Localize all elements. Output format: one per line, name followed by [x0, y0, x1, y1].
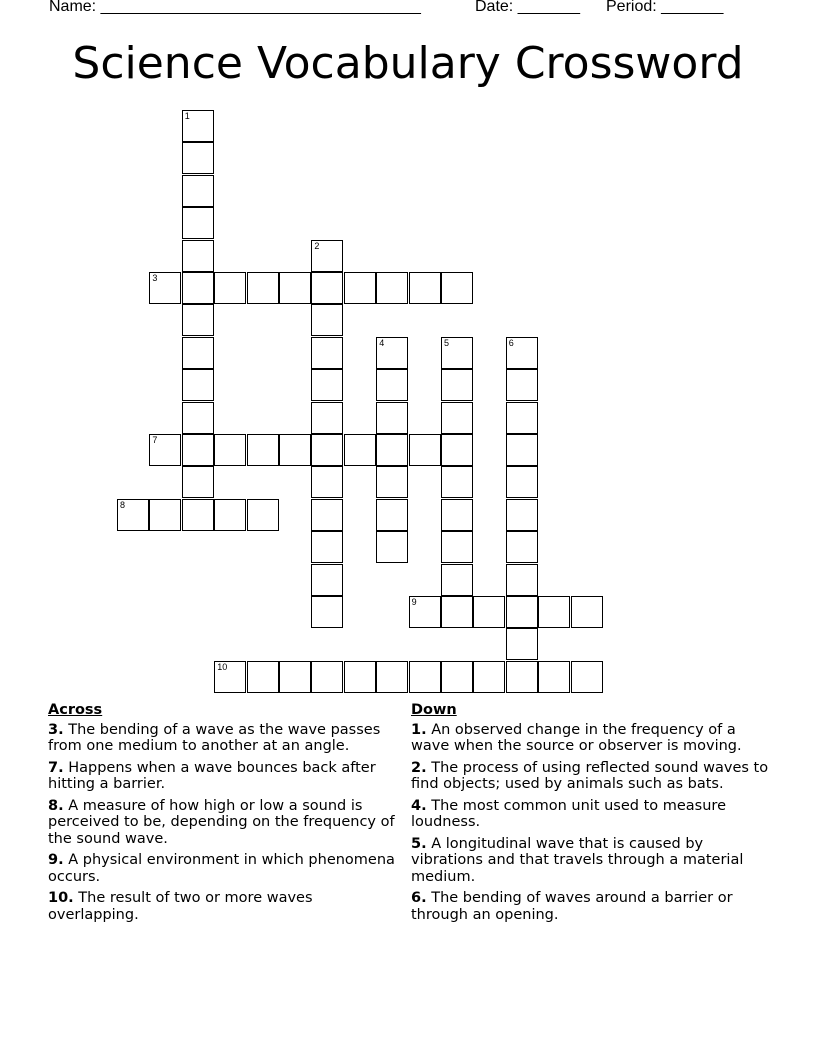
- crossword-cell[interactable]: [571, 661, 603, 693]
- clue-number: 10.: [48, 890, 74, 906]
- clue-number-label: 1: [184, 111, 190, 121]
- crossword-cell[interactable]: [182, 272, 214, 304]
- crossword-cell[interactable]: [506, 531, 538, 563]
- crossword-cell[interactable]: [571, 596, 603, 628]
- crossword-cell[interactable]: [441, 272, 473, 304]
- crossword-cell[interactable]: [441, 369, 473, 401]
- clue-number: 5.: [411, 835, 427, 852]
- crossword-cell[interactable]: [441, 661, 473, 693]
- crossword-cell[interactable]: [473, 661, 505, 693]
- crossword-cell[interactable]: [311, 304, 343, 336]
- crossword-cell[interactable]: [279, 434, 311, 466]
- crossword-cell[interactable]: [214, 434, 246, 466]
- crossword-cell[interactable]: [376, 402, 408, 434]
- crossword-cell[interactable]: [182, 434, 214, 466]
- page-title: Science Vocabulary Crossword: [72, 38, 744, 89]
- crossword-cell[interactable]: [182, 304, 214, 336]
- crossword-cell[interactable]: [311, 434, 343, 466]
- crossword-cell[interactable]: [247, 434, 279, 466]
- clue-number-label: 10: [217, 661, 228, 672]
- crossword-cell[interactable]: [279, 272, 311, 304]
- crossword-cell[interactable]: [376, 434, 408, 466]
- clue-number-label: 4: [379, 337, 385, 348]
- crossword-cell[interactable]: [441, 466, 473, 498]
- crossword-cell[interactable]: [247, 499, 279, 531]
- crossword-cell[interactable]: [376, 531, 408, 563]
- crossword-cell[interactable]: [311, 466, 343, 498]
- clue-across-8: [48, 798, 398, 848]
- name-field-label[interactable]: Name: ____________________________________: [49, 0, 421, 15]
- clue-down-1: [411, 722, 773, 755]
- crossword-cell[interactable]: [182, 402, 214, 434]
- crossword-cell[interactable]: [441, 531, 473, 563]
- crossword-cell[interactable]: [344, 272, 376, 304]
- across-clues: [48, 702, 398, 928]
- clue-across-3: [48, 722, 398, 755]
- clue-down-2: [411, 760, 773, 793]
- crossword-cell[interactable]: [182, 369, 214, 401]
- crossword-cell[interactable]: [311, 661, 343, 693]
- clue-number-label: 7: [152, 435, 158, 445]
- crossword-cell[interactable]: [376, 661, 408, 693]
- crossword-cell[interactable]: [441, 564, 473, 596]
- crossword-cell[interactable]: [214, 272, 246, 304]
- clue-number: 9.: [48, 852, 64, 868]
- clue-down-6: [411, 890, 773, 923]
- clue-down-5: [411, 836, 773, 886]
- period-field-label[interactable]: Period: _______: [606, 0, 724, 15]
- clue-text: A longitudinal wave that is caused by vibrations and that travels through a material medium.: [411, 835, 744, 885]
- crossword-cell[interactable]: [247, 661, 279, 693]
- crossword-cell[interactable]: [506, 661, 538, 693]
- clue-text: The bending of waves around a barrier or through an opening.: [411, 890, 733, 923]
- down-clues: [411, 702, 773, 928]
- crossword-cell[interactable]: [311, 564, 343, 596]
- clue-number-label: 5: [444, 337, 450, 348]
- crossword-cell[interactable]: [182, 337, 214, 369]
- crossword-cell[interactable]: [506, 596, 538, 628]
- crossword-cell[interactable]: [311, 499, 343, 531]
- crossword-cell[interactable]: [409, 661, 441, 693]
- clue-text: The most common unit used to measure loudness.: [411, 797, 726, 830]
- crossword-cell[interactable]: [182, 466, 214, 498]
- crossword-cell[interactable]: [409, 272, 441, 304]
- clue-number: 2.: [411, 759, 427, 776]
- crossword-cell[interactable]: [506, 402, 538, 434]
- crossword-cell[interactable]: [247, 272, 279, 304]
- crossword-cell[interactable]: [311, 272, 343, 304]
- crossword-cell[interactable]: [538, 596, 570, 628]
- clue-number-label: 3: [152, 273, 158, 283]
- crossword-cell[interactable]: [506, 564, 538, 596]
- crossword-cell[interactable]: [376, 466, 408, 498]
- clue-number-label: 2: [314, 240, 320, 251]
- clue-text: The process of using reflected sound waves to find objects; used by animals such as bats.: [411, 759, 769, 792]
- crossword-cell[interactable]: [409, 434, 441, 466]
- crossword-cell[interactable]: [182, 142, 214, 174]
- clue-number: 4.: [411, 797, 427, 814]
- clue-text: The bending of a wave as the wave passes from one medium to another at an angle.: [48, 721, 381, 754]
- crossword-cell[interactable]: [506, 499, 538, 531]
- crossword-cell[interactable]: [506, 466, 538, 498]
- crossword-cell[interactable]: [506, 628, 538, 660]
- clue-number-label: 9: [411, 597, 417, 607]
- clue-number: 6.: [411, 890, 427, 906]
- crossword-cell[interactable]: [441, 402, 473, 434]
- clue-text: A measure of how high or low a sound is perceived to be, depending on the frequency of the sound wave.: [48, 797, 395, 847]
- crossword-cell[interactable]: [311, 369, 343, 401]
- crossword-cell[interactable]: [538, 661, 570, 693]
- crossword-cell[interactable]: [311, 596, 343, 628]
- crossword-cell[interactable]: [214, 499, 246, 531]
- crossword-cell[interactable]: [311, 531, 343, 563]
- date-field-label[interactable]: Date: _______: [475, 0, 580, 15]
- clue-number: 1.: [411, 721, 427, 738]
- crossword-cell[interactable]: [311, 337, 343, 369]
- crossword-cell[interactable]: [182, 240, 214, 272]
- crossword-cell[interactable]: [311, 402, 343, 434]
- crossword-cell[interactable]: [376, 369, 408, 401]
- crossword-cell[interactable]: [441, 596, 473, 628]
- crossword-cell[interactable]: [182, 499, 214, 531]
- clue-across-10: [48, 890, 398, 923]
- clue-number-label: 6: [508, 337, 514, 348]
- clue-text: An observed change in the frequency of a wave when the source or observer is moving.: [411, 721, 742, 754]
- crossword-cell[interactable]: [344, 434, 376, 466]
- crossword-cell[interactable]: [279, 661, 311, 693]
- crossword-cell[interactable]: [182, 207, 214, 239]
- clue-down-4: [411, 798, 773, 831]
- clue-across-9: [48, 852, 398, 885]
- crossword-cell[interactable]: [506, 369, 538, 401]
- clue-number: 3.: [48, 721, 64, 738]
- crossword-cell[interactable]: [506, 434, 538, 466]
- clue-text: A physical environment in which phenomena occurs.: [48, 852, 395, 885]
- crossword-cell[interactable]: [149, 499, 181, 531]
- clue-across-7: [48, 760, 398, 793]
- crossword-cell[interactable]: [376, 499, 408, 531]
- clue-text: The result of two or more waves overlapping.: [48, 890, 313, 923]
- crossword-cell[interactable]: [441, 499, 473, 531]
- crossword-cell[interactable]: [376, 272, 408, 304]
- crossword-cell[interactable]: [473, 596, 505, 628]
- crossword-cell[interactable]: [344, 661, 376, 693]
- crossword-cell[interactable]: [182, 175, 214, 207]
- clue-number-label: 8: [120, 499, 126, 510]
- across-heading: Across: [48, 702, 103, 718]
- clue-number: 7.: [48, 759, 64, 776]
- down-heading: Down: [411, 702, 457, 718]
- crossword-cell[interactable]: [441, 434, 473, 466]
- clue-number: 8.: [48, 797, 64, 814]
- clue-text: Happens when a wave bounces back after hitting a barrier.: [48, 759, 376, 792]
